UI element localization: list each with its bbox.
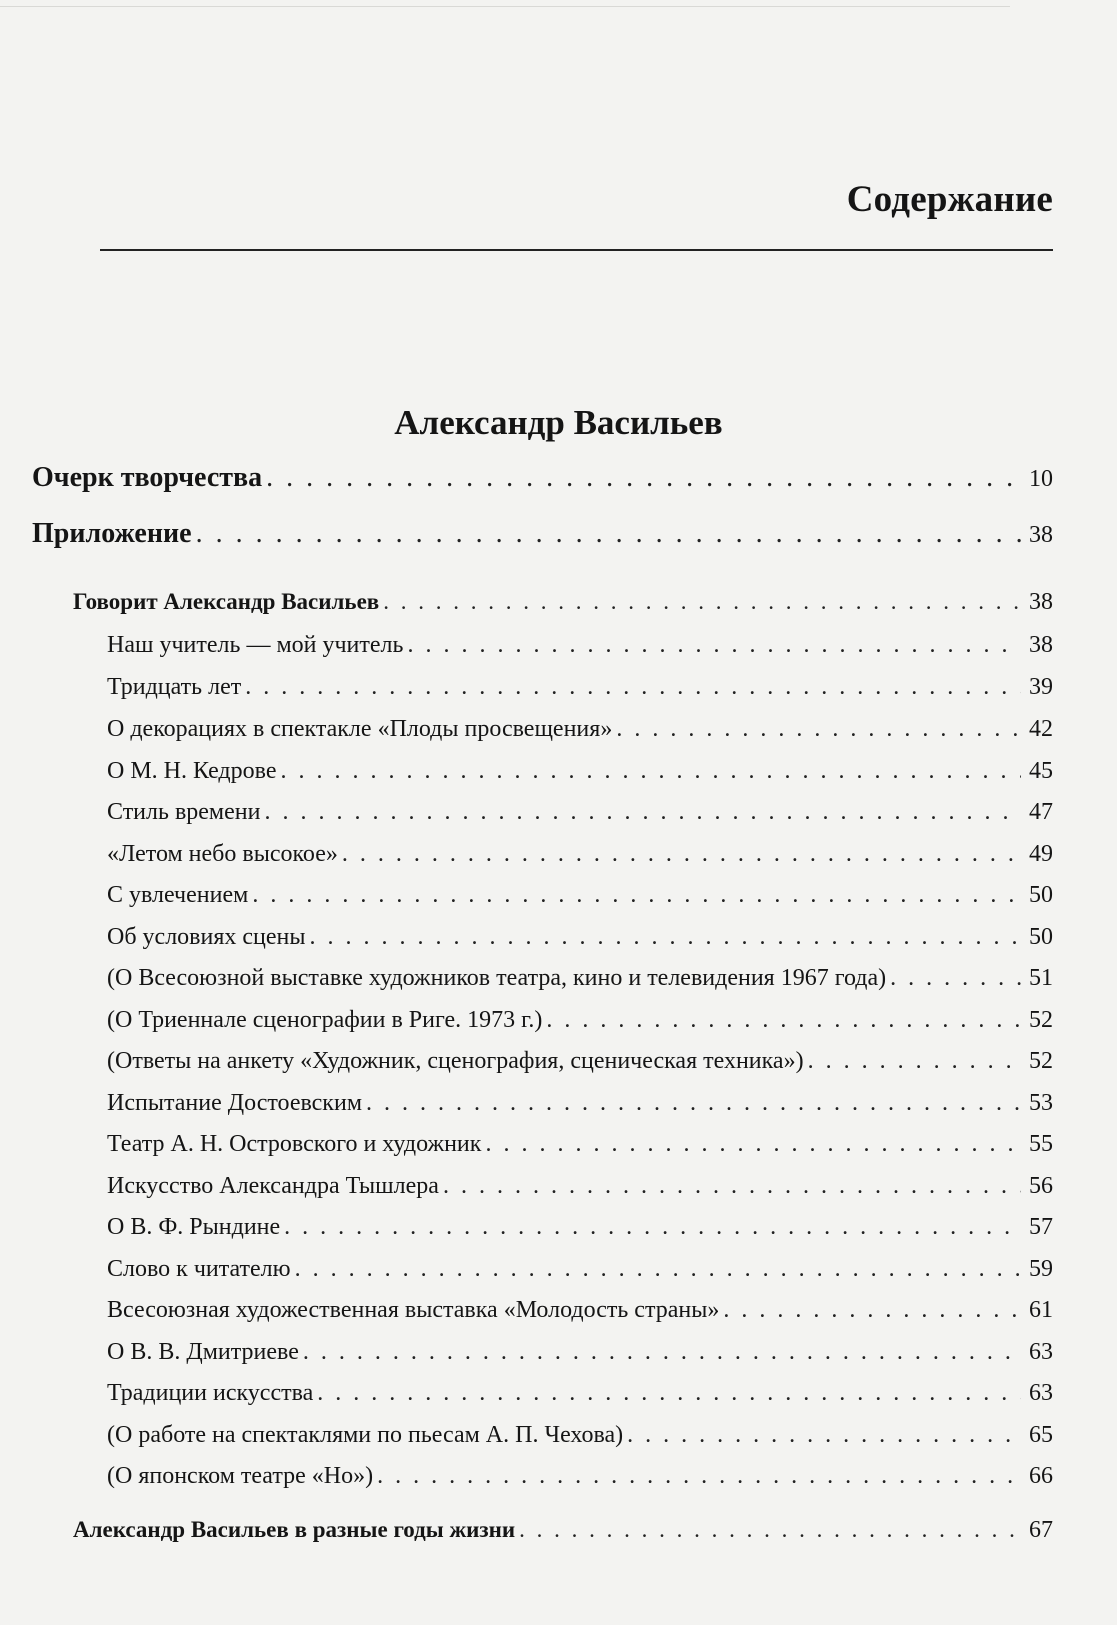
toc-entry[interactable]	[107, 924, 1053, 951]
dot-leader	[485, 1131, 1021, 1158]
toc-entry-page: 55	[1029, 1131, 1053, 1157]
toc-entry-page: 50	[1029, 882, 1053, 908]
toc-entry-page: 57	[1029, 1214, 1053, 1240]
toc-entry-page: 38	[1029, 589, 1053, 615]
toc-entry[interactable]	[107, 1090, 1053, 1117]
toc-entry-page: 50	[1029, 924, 1053, 950]
toc-entry-title: Испытание Достоевским	[107, 1090, 362, 1116]
dot-leader	[342, 841, 1021, 868]
toc-entry-title: Александр Васильев в разные годы жизни	[73, 1517, 516, 1542]
toc-entry-title: Об условиях сцены	[107, 924, 306, 950]
toc-entry[interactable]	[107, 882, 1053, 909]
toc-entry-title: Всесоюзная художественная выставка «Молодость страны»	[107, 1297, 720, 1323]
dot-leader	[317, 1380, 1021, 1407]
toc-entry-title: (О Всесоюзной выставке художников театра, кино и телевидения 1967 года)	[107, 965, 887, 991]
toc-entry-title: Традиции искусства	[107, 1380, 314, 1406]
toc-entry[interactable]	[107, 1214, 1053, 1241]
toc-entry-title: Театр А. Н. Островского и художник	[107, 1131, 482, 1157]
toc-entry-title: Искусство Александра Тышлера	[107, 1173, 439, 1199]
toc-entry-page: 49	[1029, 841, 1053, 867]
toc-entry[interactable]	[107, 1422, 1053, 1449]
toc-entry-page: 52	[1029, 1007, 1053, 1033]
toc-entry[interactable]	[107, 1463, 1053, 1490]
toc-entry[interactable]	[107, 1256, 1053, 1283]
author-section-title: Александр Васильев	[394, 403, 723, 442]
toc-entry-title: Слово к читателю	[107, 1256, 291, 1282]
dot-leader	[252, 882, 1021, 909]
toc-entry[interactable]	[107, 1131, 1053, 1158]
toc-entry-title: Стиль времени	[107, 799, 261, 825]
toc-entry-title: О В. В. Дмитриеве	[107, 1339, 299, 1365]
toc-entry-page: 52	[1029, 1048, 1053, 1074]
toc-entry-page: 63	[1029, 1380, 1053, 1406]
toc-entry[interactable]	[107, 674, 1053, 701]
toc-entry-title: Тридцать лет	[107, 674, 242, 700]
toc-entry[interactable]	[107, 799, 1053, 826]
toc-entry-page: 59	[1029, 1256, 1053, 1282]
dot-leader	[383, 589, 1021, 615]
dot-leader	[890, 965, 1021, 992]
dot-leader	[616, 716, 1021, 743]
toc-entry[interactable]	[73, 1517, 1053, 1544]
toc-entry-title: (О работе на спектаклями по пьесам А. П. Чехова)	[107, 1422, 624, 1448]
toc-entry-page: 65	[1029, 1422, 1053, 1448]
dot-leader	[295, 1256, 1021, 1283]
dot-leader	[808, 1048, 1021, 1075]
dot-leader	[366, 1090, 1021, 1117]
toc-entry-title: «Летом небо высокое»	[107, 841, 338, 867]
toc-entry-title: О М. Н. Кедрове	[107, 758, 277, 784]
toc-entry[interactable]	[32, 462, 1053, 494]
toc-entry-title: (Ответы на анкету «Художник, сценография, сценическая техника»)	[107, 1048, 804, 1074]
dot-leader	[310, 924, 1021, 951]
toc-entry-title: (О Триеннале сценографии в Риге. 1973 г.)	[107, 1007, 543, 1033]
toc-entry[interactable]	[107, 841, 1053, 868]
toc-entry-page: 39	[1029, 674, 1053, 700]
dot-leader	[245, 674, 1021, 701]
toc-entry-page: 51	[1029, 965, 1053, 991]
dot-leader	[266, 462, 1021, 494]
toc-entry-page: 38	[1029, 522, 1053, 548]
toc-entry[interactable]	[107, 632, 1053, 659]
toc-entry[interactable]	[107, 1297, 1053, 1324]
toc-entry-title: (О японском театре «Но»)	[107, 1463, 374, 1489]
toc-entry-page: 56	[1029, 1173, 1053, 1199]
dot-leader	[443, 1173, 1021, 1200]
toc-entry[interactable]	[107, 965, 1053, 992]
toc-entry[interactable]	[107, 1380, 1053, 1407]
toc-entry-title: Приложение	[32, 518, 192, 549]
dot-leader	[407, 632, 1021, 659]
toc-entry[interactable]	[107, 1007, 1053, 1034]
contents-heading: Содержание	[846, 179, 1053, 220]
dot-leader	[627, 1422, 1021, 1449]
toc-entry[interactable]	[107, 1048, 1053, 1075]
toc-entry-page: 61	[1029, 1297, 1053, 1323]
dot-leader	[377, 1463, 1021, 1490]
toc-entry[interactable]	[32, 518, 1053, 550]
dot-leader	[723, 1297, 1021, 1324]
toc-entry-page: 10	[1029, 466, 1053, 492]
toc-entry[interactable]	[107, 716, 1053, 743]
toc-entry-page: 42	[1029, 716, 1053, 742]
toc-entry-page: 45	[1029, 758, 1053, 784]
toc-entry-title: Очерк творчества	[32, 462, 263, 493]
dot-leader	[196, 518, 1021, 550]
toc-entry-title: С увлечением	[107, 882, 249, 908]
toc-entry[interactable]	[73, 589, 1053, 616]
top-rule	[0, 0, 1010, 7]
toc-entry-title: Говорит Александр Васильев	[73, 589, 380, 614]
toc-entry-page: 63	[1029, 1339, 1053, 1365]
toc-entry-page: 67	[1029, 1517, 1053, 1543]
dot-leader	[303, 1339, 1021, 1366]
dot-leader	[546, 1007, 1021, 1034]
heading-rule	[100, 249, 1053, 251]
toc-entry-page: 38	[1029, 632, 1053, 658]
toc-entry-page: 47	[1029, 799, 1053, 825]
dot-leader	[284, 1214, 1021, 1241]
dot-leader	[281, 758, 1022, 785]
toc-entry[interactable]	[107, 758, 1053, 785]
toc-entry-title: О В. Ф. Рындине	[107, 1214, 281, 1240]
toc-entry-page: 53	[1029, 1090, 1053, 1116]
dot-leader	[264, 799, 1021, 826]
toc-entry[interactable]	[107, 1339, 1053, 1366]
toc-entry-title: Наш учитель — мой учитель	[107, 632, 404, 658]
dot-leader	[519, 1517, 1021, 1543]
toc-entry-page: 66	[1029, 1463, 1053, 1489]
toc-entry-title: О декорациях в спектакле «Плоды просвещения»	[107, 716, 613, 742]
toc-entry[interactable]	[107, 1173, 1053, 1200]
